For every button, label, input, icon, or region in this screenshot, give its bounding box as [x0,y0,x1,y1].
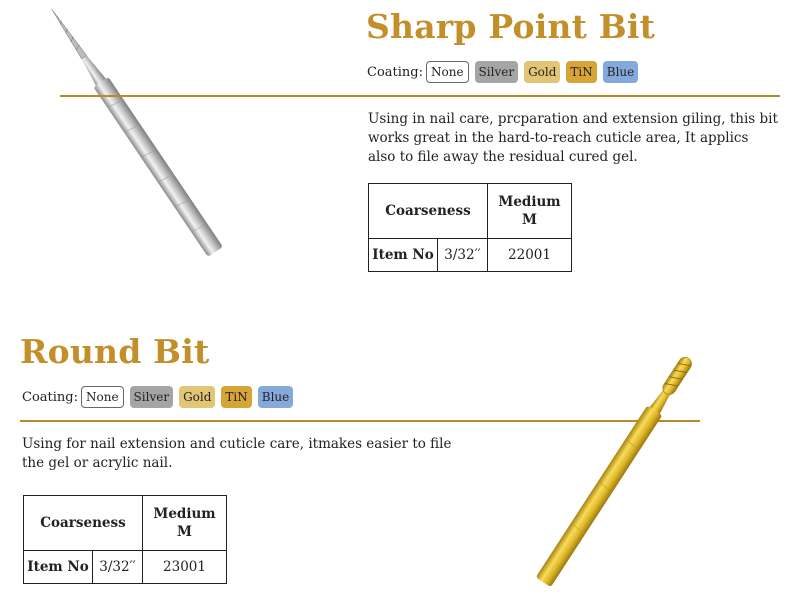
coating-tin-option: TiN [566,61,596,83]
coating-blue-option: Blue [603,61,639,83]
grade-name: Medium [153,506,216,522]
item-no-cell: 23001 [143,551,227,584]
item-no-label: Item No [24,551,93,584]
coating-silver-option: Silver [475,61,519,83]
item-no-label: Item No [369,239,438,272]
silver-sharp-point-bit-icon [0,0,280,290]
sharp-point-coating-options [367,61,644,83]
sharp-point-spec-table [368,183,572,272]
grade-header [143,496,227,551]
sharp-point-divider [60,95,780,97]
round-bit-title: Round Bit [20,332,210,371]
round-description: Using for nail extension and cuticle care, itmakes easier to file the gel or acrylic nail. [22,436,452,471]
coating-label: Coating: [367,64,423,80]
size-cell: 3/32′′ [93,551,143,584]
coating-gold-option: Gold [179,386,215,408]
round-coating-options [22,386,299,408]
round-spec-table [23,495,227,584]
coating-blue-option: Blue [258,386,294,408]
sharp-point-description: Using in nail care, prcparation and extension giling, this bit works great in the hard-to-reach cuticle area, It applics also to file away the residual cured gel. [368,111,778,165]
grade-header [488,184,572,239]
coating-gold-option: Gold [524,61,560,83]
coarseness-header: Coarseness [24,496,143,551]
item-no-cell: 22001 [488,239,572,272]
size-cell: 3/32′′ [438,239,488,272]
sharp-point-bit-title: Sharp Point Bit [366,7,656,46]
coating-tin-option: TiN [221,386,251,408]
coarseness-header: Coarseness [369,184,488,239]
grade-code: M [177,524,192,540]
coating-none-option: None [426,61,469,83]
gold-round-bit-icon [480,330,760,599]
coating-silver-option: Silver [130,386,174,408]
coating-none-option: None [81,386,124,408]
grade-code: M [522,212,537,228]
coating-label: Coating: [22,389,78,405]
grade-name: Medium [498,194,561,210]
